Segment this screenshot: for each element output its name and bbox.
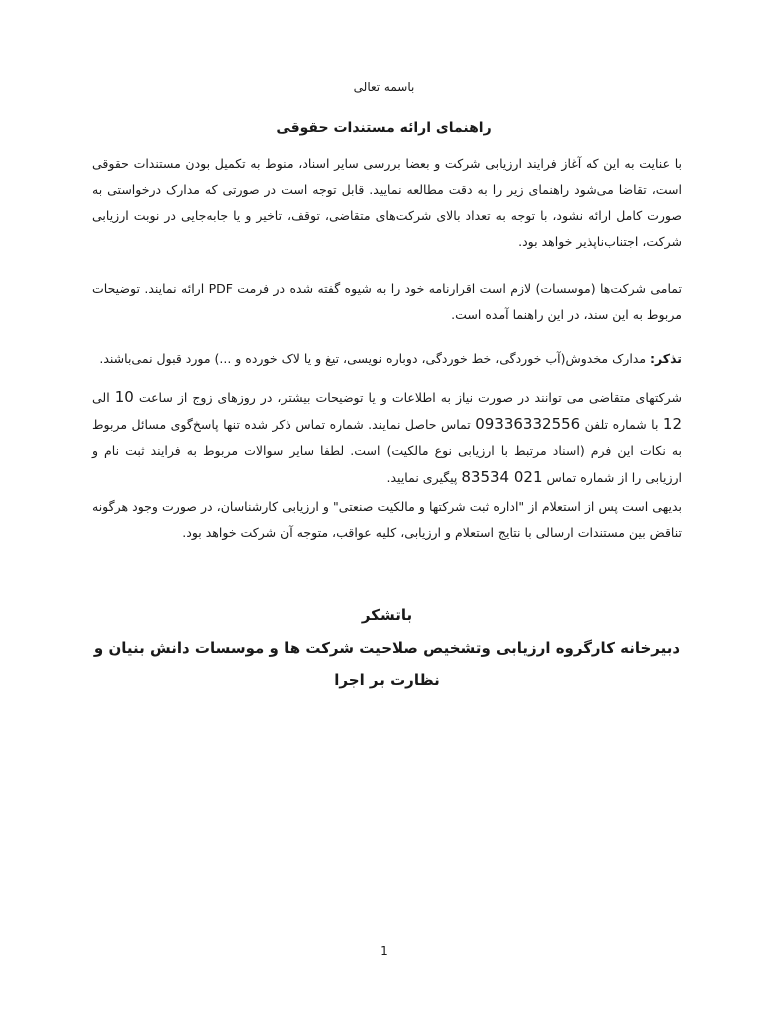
contact-text-d: تماس حاصل نمایند. شماره تماس ذکر شده تنها پاسخ‌گوی مسائل مربوط به نکات این فرم (اسناد مرتبط با ارزیابی نوع مالکیت) است. لطفا سایر سوالات مربوط به فرایند ثبت نام و ارزیابی را از شماره تماس [92, 417, 682, 485]
note-paragraph [92, 346, 682, 372]
closing-thanks: باتشکر [361, 606, 413, 624]
note-label: تذکر: [650, 351, 682, 366]
contact-text-a: شرکتهای متقاضی می توانند در صورت نیاز به اطلاعات و یا توضیحات بیشتر، در روزهای زوج از ساعت [133, 390, 682, 405]
contact-hour-from: 10 [114, 388, 134, 406]
requirement-paragraph: تمامی شرکت‌ها (موسسات) لازم است اقرارنامه خود را به شیوه گفته شده در فرمت PDF ارائه نمایند. توضیحات مربوط به این سند، در این راهنما آمده است. [92, 281, 683, 322]
contact-phone: 09336332556 [475, 415, 581, 433]
closing-signature: دبیرخانه کارگروه ارزیابی وتشخیص صلاحیت شرکت ها و موسسات دانش بنیان و نظارت بر اجرا [93, 639, 681, 689]
page-number: 1 [380, 944, 388, 958]
contact-text-b: الی [92, 390, 115, 405]
contact-phone-2: 021 83534 [461, 468, 543, 486]
contact-text-c: با شماره تلفن [580, 417, 663, 432]
note-text: مدارک مخدوش(آب خوردگی، خط خوردگی، دوباره نویسی، تیغ و یا لاک خورده و ...) مورد قبول نمی‌باشند. [99, 351, 651, 366]
contact-hour-to: 12 [662, 415, 682, 433]
document-title: راهنمای ارائه مستندات حقوقی [276, 120, 492, 136]
contact-paragraph [92, 384, 682, 491]
inquiry-paragraph: بدیهی است پس از استعلام از "اداره ثبت شرکتها و مالکیت صنعتی" و ارزیابی کارشناسان، در صورت وجود هرگونه تناقض بین مستندات ارسالی با نتایج استعلام و ارزیابی، کلیه عواقب، متوجه آن شرکت خواهد بود. [92, 499, 682, 540]
intro-paragraph: با عنایت به این که آغاز فرایند ارزیابی شرکت و بعضا بررسی سایر اسناد، منوط به تکمیل بودن مستندات حقوقی است، تقاضا می‌شود راهنمای زیر را به دقت مطالعه نمایید. قابل توجه است در صورتی که مدارک درخواستی به صورت کامل ارائه نشود، با توجه به تعداد بالای شرکت‌های متقاضی، توقف، تاخیر و یا جابه‌جایی در نوبت ارزیابی شرکت، اجتناب‌ناپذیر خواهد بود. [92, 156, 682, 249]
invocation-heading: باسمه تعالی [353, 80, 415, 94]
contact-text-e: پیگیری نمایید. [386, 470, 462, 485]
